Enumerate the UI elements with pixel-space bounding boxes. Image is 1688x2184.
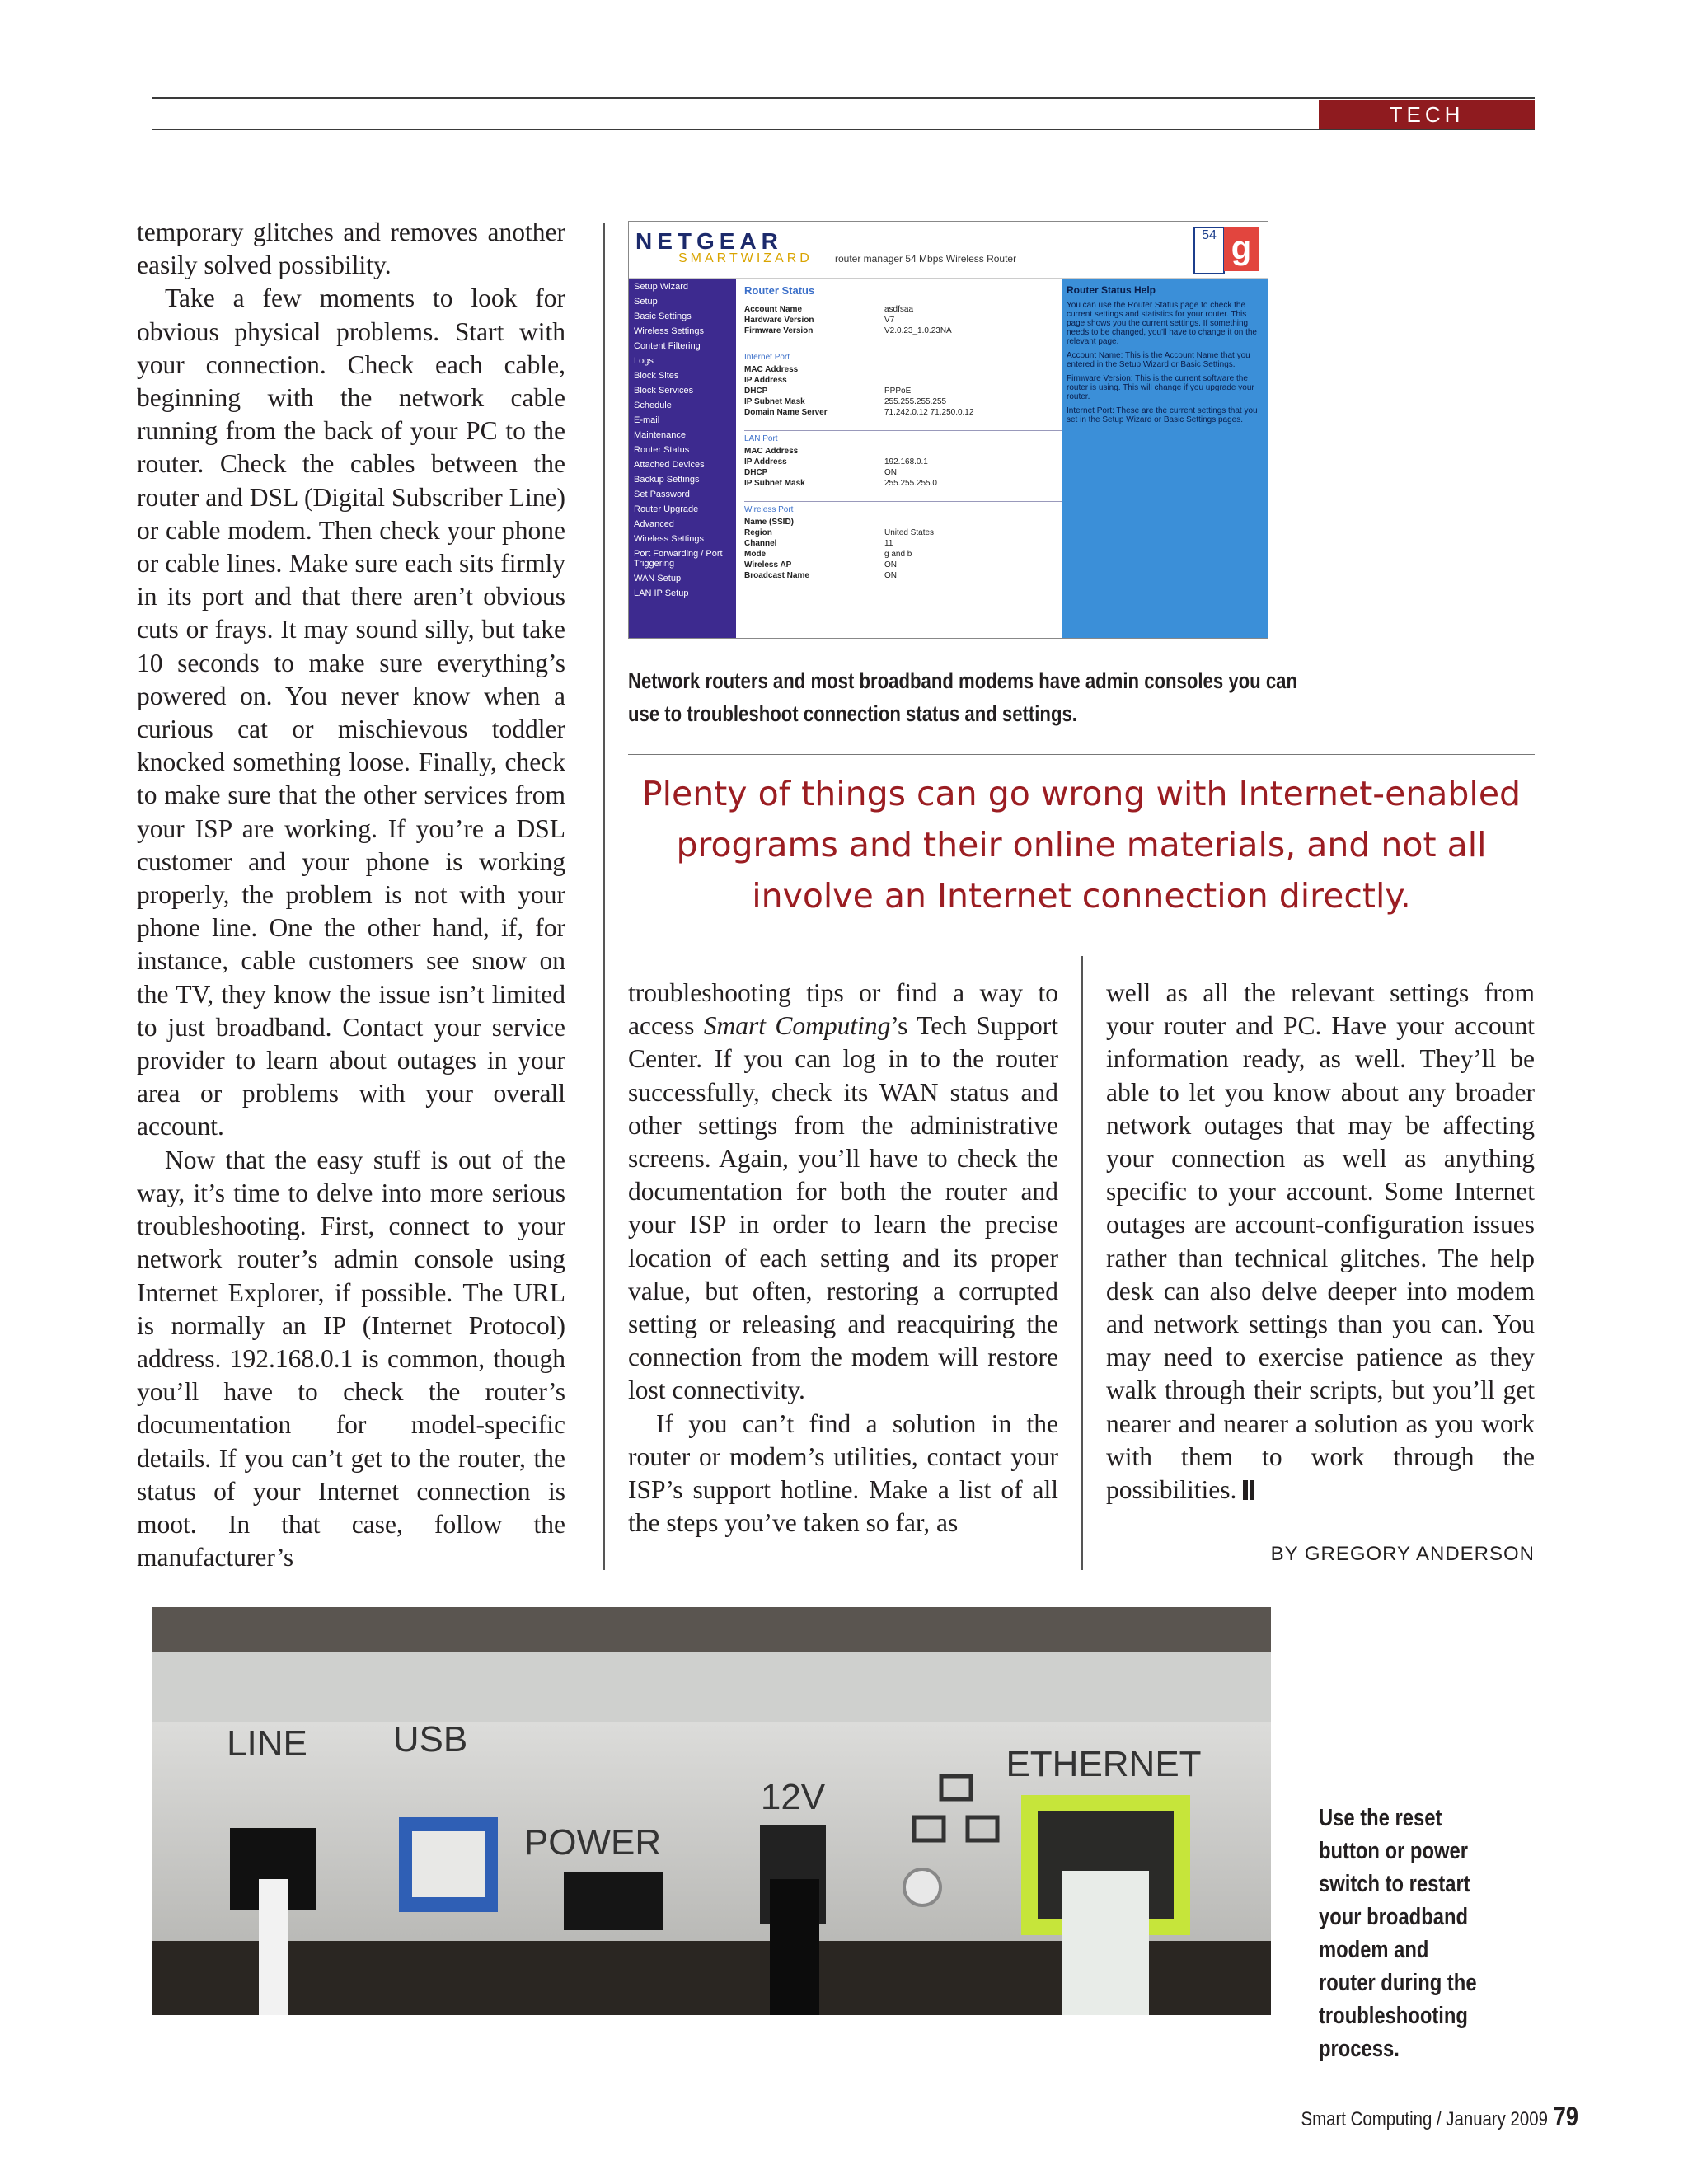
sidebar-nav-item: Setup xyxy=(634,297,658,307)
power-switch-label: POWER xyxy=(523,1822,662,1863)
status-value: ON xyxy=(884,468,897,477)
status-row xyxy=(744,479,1074,488)
router-status-title: Router Status xyxy=(744,284,815,297)
status-label: Region xyxy=(744,528,772,537)
status-label: Channel xyxy=(744,539,777,548)
status-value: ON xyxy=(884,571,897,580)
status-row xyxy=(744,397,1074,406)
status-row xyxy=(744,550,1074,559)
magazine-title: Smart Computing xyxy=(703,1011,891,1041)
sidebar-nav-item: Wireless Settings xyxy=(634,326,704,336)
header-rule-top xyxy=(152,97,1535,99)
status-row xyxy=(744,468,1074,477)
byline: BY GREGORY ANDERSON xyxy=(1270,1543,1535,1565)
help-text: You can use the Router Status page to check the current settings and statistics for your router. This page shows you the current settings. If something needs to be changed, you'll have to change it on the relevant page. xyxy=(1067,301,1257,346)
status-row xyxy=(744,326,1074,335)
status-rows xyxy=(744,447,1074,488)
status-value: g and b xyxy=(884,550,912,559)
status-row xyxy=(744,518,1074,527)
status-label: IP Subnet Mask xyxy=(744,397,805,406)
end-mark xyxy=(1243,1480,1254,1500)
status-rows xyxy=(744,305,1074,335)
page-footer: Smart Computing / January 2009 79 xyxy=(1301,2102,1578,2131)
pull-quote: Plenty of things can go wrong with Internet-enabled programs and their online materials, and not all involve an Internet connection directly. xyxy=(641,774,1522,916)
internet-port-heading: Internet Port xyxy=(744,349,1074,362)
sidebar-nav-item: Block Services xyxy=(634,386,694,396)
speed-badge: 54 xyxy=(1193,227,1225,274)
status-value: 255.255.255.0 xyxy=(884,479,937,488)
status-row xyxy=(744,305,1074,314)
g-logo: g xyxy=(1224,227,1259,271)
status-label: IP Address xyxy=(744,457,787,466)
netgear-logo: NETGEAR xyxy=(635,228,783,254)
modem-photo-drawing xyxy=(152,1607,1271,2015)
paragraph: Now that the easy stuff is out of the way, it’s time to delve into more serious troubleshooting. First, connect to your network router’s admin console using Internet Explorer, if possible. The URL is normally an IP (Internet Protocol) address. 192.168.0.1 is common, though you’ll have to check the router’s documentation for model-specific details. If you can’t get to the router, the status of your Internet connection is moot. In that case, follow the manufacturer’s xyxy=(137,1145,565,1572)
router-manager-label: router manager 54 Mbps Wireless Router xyxy=(835,253,1017,265)
status-row xyxy=(744,408,1074,417)
sidebar-nav-item: Port Forwarding / Port Triggering xyxy=(634,549,723,569)
status-row xyxy=(744,387,1074,396)
status-row xyxy=(744,447,1074,456)
sidebar-nav-item: Advanced xyxy=(634,519,674,529)
status-value: 255.255.255.255 xyxy=(884,397,947,406)
status-label: Firmware Version xyxy=(744,326,814,335)
sidebar-nav-item: Schedule xyxy=(634,401,672,410)
paragraph xyxy=(628,977,1058,1408)
article-column-1 xyxy=(137,216,565,1574)
modem-back-panel-photo xyxy=(152,1607,1271,2015)
status-value: 71.242.0.12 71.250.0.12 xyxy=(884,408,974,417)
help-text: Account Name: This is the Account Name that you entered in the Setup Wizard or Basic Settings. xyxy=(1067,351,1250,369)
publication-name: Smart Computing xyxy=(1301,2108,1432,2130)
sidebar-nav-item: Router Status xyxy=(634,445,690,455)
text-run: ’s Tech Support Center. If you can log in to the router successfully, check its WAN status and other settings from the administrative screens. Again, you’ll have to check the documentation for both the router and your ISP in order to learn the precise location of each setting and its proper value, but often, restoring a corrupted setting or releasing and reacquiring the connection from the modem will restore lost connectivity. xyxy=(628,1011,1058,1405)
status-label: Domain Name Server xyxy=(744,408,828,417)
sidebar-nav-item: Maintenance xyxy=(634,430,686,440)
paragraph xyxy=(1106,977,1535,1507)
status-label: DHCP xyxy=(744,387,768,396)
sidebar-nav-item: Setup Wizard xyxy=(634,282,689,292)
line-port-label: LINE xyxy=(227,1723,307,1764)
help-text: Internet Port: These are the current settings that you set in the Setup Wizard or Basic Settings pages. xyxy=(1067,406,1258,424)
section-tag: TECH SUPPORT xyxy=(1319,100,1535,129)
issue-date: January 2009 xyxy=(1446,2108,1548,2130)
help-text: Firmware Version: This is the current software the router is using. This will change if you upgrade your router. xyxy=(1067,374,1254,401)
status-row xyxy=(744,528,1074,537)
paragraph: If you can’t find a solution in the router or modem’s utilities, contact your ISP’s support hotline. Make a list of all the steps you’ve taken so far, as xyxy=(628,1408,1058,1538)
status-row xyxy=(744,365,1074,374)
page-number: 79 xyxy=(1553,2102,1578,2131)
ethernet-port-label: ETHERNET xyxy=(1006,1744,1202,1784)
wireless-port-heading: Wireless Port xyxy=(744,501,1074,514)
article-column-3 xyxy=(1106,977,1535,1507)
sidebar-nav-item: E-mail xyxy=(634,415,660,425)
sidebar-nav-item: WAN Setup xyxy=(634,574,682,583)
status-row xyxy=(744,457,1074,466)
pull-quote-rule-top xyxy=(628,754,1535,755)
status-label: MAC Address xyxy=(744,447,799,456)
screenshot-main xyxy=(744,279,1074,638)
sidebar-nav-item: LAN IP Setup xyxy=(634,588,689,598)
status-row xyxy=(744,560,1074,569)
status-row xyxy=(744,571,1074,580)
status-rows xyxy=(744,518,1074,580)
sidebar-nav-item: Attached Devices xyxy=(634,460,705,470)
sidebar-nav-item: Basic Settings xyxy=(634,312,692,321)
status-row xyxy=(744,539,1074,548)
paragraph: temporary glitches and removes another easily solved possibility. xyxy=(137,218,565,280)
status-value: asdfsaa xyxy=(884,305,914,314)
status-value: V2.0.23_1.0.23NA xyxy=(884,326,952,335)
status-value: 192.168.0.1 xyxy=(884,457,928,466)
voltage-label: 12V xyxy=(760,1777,826,1817)
column-divider xyxy=(1081,956,1083,1570)
sidebar-nav-item: Set Password xyxy=(634,490,690,499)
text-run: well as all the relevant settings from your router and PC. Have your account information ready, as well. They’ll be able to let you know about any broader network outages that may be affecting your connection as well as anything specific to your account. Some Internet outages are account-configuration issues rather than technical glitches. The help desk can also delve deeper into modem and network settings than you can. You may need to exercise patience as they walk through their scripts, but you’ll get nearer and nearer a solution as you work with them to work through the possibilities. xyxy=(1106,978,1535,1505)
status-value: ON xyxy=(884,560,897,569)
screenshot-sidebar xyxy=(629,279,736,638)
column-divider xyxy=(603,223,605,1570)
sidebar-nav-item: Logs xyxy=(634,356,654,366)
lan-port-heading: LAN Port xyxy=(744,430,1074,443)
status-label: DHCP xyxy=(744,468,768,477)
router-admin-screenshot xyxy=(628,221,1268,639)
status-rows xyxy=(744,365,1074,417)
screenshot-help-panel xyxy=(1062,279,1268,638)
status-value: PPPoE xyxy=(884,387,912,396)
status-label: Account Name xyxy=(744,305,803,314)
sidebar-nav-item: Wireless Settings xyxy=(634,534,704,544)
status-label: Mode xyxy=(744,550,767,559)
paragraph: Take a few moments to look for obvious physical problems. Start with your connection. Check each cable, beginning with the network cable running from the back of your PC to the router. Check the cables between the router and DSL (Digital Subscriber Line) or cable modem. Then check your phone or cable lines. Make sure each sits firmly in its port and that there aren’t obvious cuts or frays. It may sound silly, but take 10 seconds to make sure everything’s powered on. You never know when a curious cat or mischievous toddler knocked something loose. Finally, check to make sure that the other services from your ISP are working. If you’re a DSL customer and your phone is working properly, the problem is not with your phone line. One the other hand, if, for instance, cable customers see snow on the TV, they know the issue isn’t limited to just broadband. Contact your service provider to learn about outages in your area or problems with your overall account. xyxy=(137,284,565,1141)
sidebar-nav-item: Content Filtering xyxy=(634,341,701,351)
status-value: United States xyxy=(884,528,935,537)
status-label: IP Subnet Mask xyxy=(744,479,805,488)
sidebar-nav-item: Block Sites xyxy=(634,371,679,381)
screenshot-header xyxy=(629,222,1268,279)
photo-caption: Use the reset button or power switch to restart your broadband modem and router during the troubleshooting process. xyxy=(1319,1805,1477,2062)
status-label: IP Address xyxy=(744,376,787,385)
status-label: Name (SSID) xyxy=(744,518,795,527)
help-title: Router Status Help xyxy=(1067,284,1156,296)
status-label: Broadcast Name xyxy=(744,571,809,580)
usb-port-label: USB xyxy=(392,1719,468,1760)
text-run: troubleshooting tips or find a way to access xyxy=(628,978,1058,1041)
status-label: MAC Address xyxy=(744,365,799,374)
status-value: V7 xyxy=(884,316,895,325)
status-label: Hardware Version xyxy=(744,316,814,325)
status-label: Wireless AP xyxy=(744,560,792,569)
screenshot-caption: Network routers and most broadband modems have admin consoles you can use to troubleshoot connection status and settings. xyxy=(628,668,1297,726)
article-column-2 xyxy=(628,977,1058,1540)
status-row xyxy=(744,376,1074,385)
sidebar-nav-item: Backup Settings xyxy=(634,475,700,485)
status-value: 11 xyxy=(884,539,893,548)
sidebar-nav-item: Router Upgrade xyxy=(634,504,699,514)
smartwizard-logo: SMARTWIZARD xyxy=(678,251,813,265)
status-row xyxy=(744,316,1074,325)
